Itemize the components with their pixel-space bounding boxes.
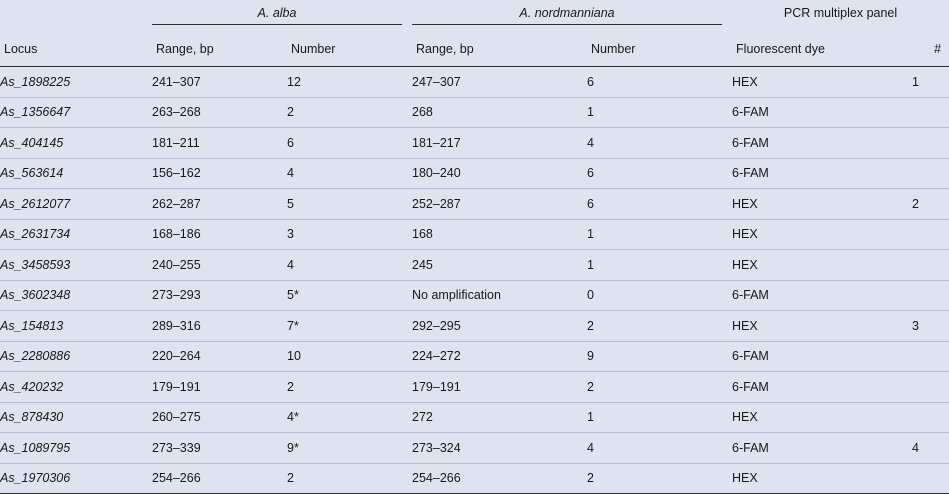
cell-locus: As_3602348 [0,280,152,311]
cell-range-nordmanniana: 179–191 [412,372,587,403]
group-header-pcr-panel-label: PCR multiplex panel [783,6,898,20]
cell-number-nordmanniana: 1 [587,402,732,433]
column-header-locus: Locus [0,32,152,67]
table-row [0,280,949,311]
cell-range-alba: 220–264 [152,341,287,372]
cell-locus: As_404145 [0,128,152,159]
cell-number-alba: 5 [287,189,412,220]
cell-panel-number: 4 [912,433,949,464]
cell-number-nordmanniana: 9 [587,341,732,372]
cell-range-nordmanniana: 224–272 [412,341,587,372]
table-row [0,433,949,464]
cell-number-alba: 2 [287,372,412,403]
table-row [0,189,949,220]
cell-number-nordmanniana: 1 [587,219,732,250]
column-header-panel-number: # [912,32,949,67]
cell-number-alba: 5* [287,280,412,311]
cell-fluorescent-dye: HEX [732,311,912,342]
cell-locus: As_563614 [0,158,152,189]
cell-range-alba: 179–191 [152,372,287,403]
cell-number-nordmanniana: 1 [587,97,732,128]
cell-number-nordmanniana: 6 [587,158,732,189]
cell-panel-number: 2 [912,189,949,220]
cell-locus: As_2612077 [0,189,152,220]
group-header-pcr-panel [732,0,949,32]
cell-range-alba: 263–268 [152,97,287,128]
cell-number-alba: 4 [287,250,412,281]
group-header-a-nordmanniana-label: A. nordmanniana [412,6,722,25]
cell-fluorescent-dye: HEX [732,67,912,98]
cell-panel-number [912,97,949,128]
cell-panel-number [912,250,949,281]
cell-number-alba: 3 [287,219,412,250]
column-header-range-nordmanniana: Range, bp [412,32,587,67]
cell-range-alba: 289–316 [152,311,287,342]
cell-range-nordmanniana: 247–307 [412,67,587,98]
group-header-a-alba-label: A. alba [152,6,402,25]
cell-range-nordmanniana: 180–240 [412,158,587,189]
cell-range-nordmanniana: 245 [412,250,587,281]
table-body [0,67,949,494]
column-header-range-alba: Range, bp [152,32,287,67]
cell-fluorescent-dye: HEX [732,189,912,220]
table-row [0,250,949,281]
cell-locus: As_878430 [0,402,152,433]
cell-number-alba: 7* [287,311,412,342]
cell-fluorescent-dye: 6-FAM [732,97,912,128]
cell-range-nordmanniana: 254–266 [412,463,587,494]
cell-range-nordmanniana: 292–295 [412,311,587,342]
cell-panel-number [912,372,949,403]
cell-range-alba: 156–162 [152,158,287,189]
cell-locus: As_1970306 [0,463,152,494]
cell-number-alba: 12 [287,67,412,98]
group-header-a-alba [152,0,412,32]
cell-range-alba: 262–287 [152,189,287,220]
cell-panel-number [912,128,949,159]
group-header-row [0,0,949,32]
group-header-blank [0,0,152,32]
cell-panel-number [912,402,949,433]
cell-number-alba: 2 [287,463,412,494]
cell-fluorescent-dye: 6-FAM [732,372,912,403]
cell-number-nordmanniana: 4 [587,433,732,464]
cell-number-nordmanniana: 6 [587,189,732,220]
cell-panel-number [912,280,949,311]
cell-number-nordmanniana: 1 [587,250,732,281]
cell-range-nordmanniana: 181–217 [412,128,587,159]
group-header-a-nordmanniana [412,0,732,32]
table-row [0,97,949,128]
table-row [0,463,949,494]
cell-fluorescent-dye: HEX [732,219,912,250]
table-row [0,158,949,189]
cell-number-nordmanniana: 2 [587,311,732,342]
cell-range-nordmanniana: 252–287 [412,189,587,220]
cell-locus: As_420232 [0,372,152,403]
cell-number-alba: 6 [287,128,412,159]
cell-number-alba: 4* [287,402,412,433]
cell-range-alba: 254–266 [152,463,287,494]
cell-range-alba: 168–186 [152,219,287,250]
cell-locus: As_1089795 [0,433,152,464]
column-header-row [0,32,949,67]
table-row [0,219,949,250]
cell-number-alba: 9* [287,433,412,464]
cell-locus: As_154813 [0,311,152,342]
cell-fluorescent-dye: 6-FAM [732,280,912,311]
cell-panel-number [912,219,949,250]
cell-range-alba: 240–255 [152,250,287,281]
cell-locus: As_1356647 [0,97,152,128]
cell-range-alba: 273–339 [152,433,287,464]
table-row [0,311,949,342]
cell-number-nordmanniana: 2 [587,463,732,494]
cell-number-nordmanniana: 0 [587,280,732,311]
cell-fluorescent-dye: HEX [732,463,912,494]
column-header-fluorescent-dye: Fluorescent dye [732,32,912,67]
cell-fluorescent-dye: 6-FAM [732,341,912,372]
cell-fluorescent-dye: 6-FAM [732,433,912,464]
cell-range-alba: 260–275 [152,402,287,433]
cell-locus: As_1898225 [0,67,152,98]
cell-range-nordmanniana: 168 [412,219,587,250]
cell-fluorescent-dye: 6-FAM [732,158,912,189]
cell-number-nordmanniana: 2 [587,372,732,403]
cell-number-nordmanniana: 6 [587,67,732,98]
cell-panel-number: 1 [912,67,949,98]
table-row [0,128,949,159]
cell-number-alba: 2 [287,97,412,128]
cell-range-alba: 273–293 [152,280,287,311]
cell-number-alba: 10 [287,341,412,372]
table-head [0,0,949,67]
cell-range-nordmanniana: 272 [412,402,587,433]
table-row [0,341,949,372]
column-header-number-nordmanniana: Number [587,32,732,67]
cell-range-nordmanniana: No amplification [412,280,587,311]
cell-panel-number [912,341,949,372]
column-header-number-alba: Number [287,32,412,67]
cell-range-nordmanniana: 268 [412,97,587,128]
cell-range-alba: 241–307 [152,67,287,98]
cell-fluorescent-dye: HEX [732,250,912,281]
cell-panel-number [912,463,949,494]
cell-range-alba: 181–211 [152,128,287,159]
cell-range-nordmanniana: 273–324 [412,433,587,464]
cell-locus: As_2280886 [0,341,152,372]
cell-locus: As_2631734 [0,219,152,250]
table-row [0,67,949,98]
cell-fluorescent-dye: 6-FAM [732,128,912,159]
cell-panel-number [912,158,949,189]
cell-panel-number: 3 [912,311,949,342]
cell-number-nordmanniana: 4 [587,128,732,159]
table-row [0,402,949,433]
cell-fluorescent-dye: HEX [732,402,912,433]
cell-locus: As_3458593 [0,250,152,281]
table-row [0,372,949,403]
cell-number-alba: 4 [287,158,412,189]
